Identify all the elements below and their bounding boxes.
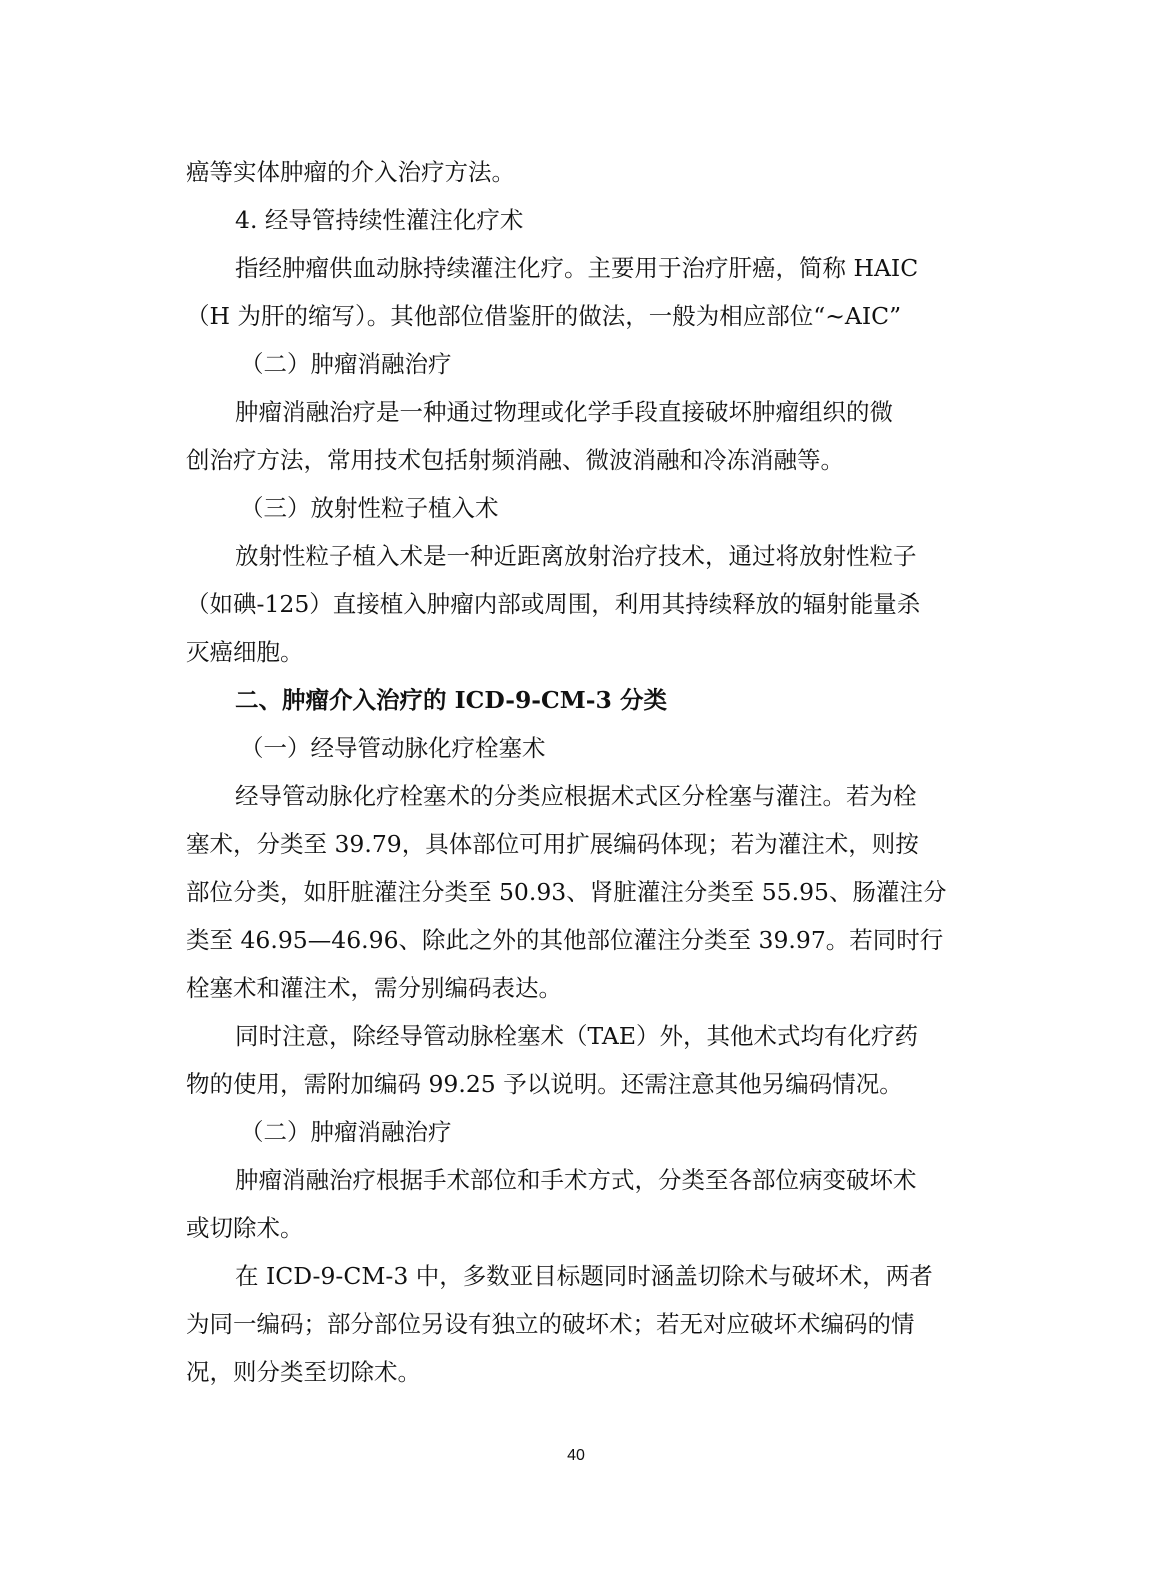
- paragraph-line: （如碘-125）直接植入肿瘤内部或周围，利用其持续释放的辐射能量杀: [186, 590, 921, 618]
- paragraph-line: 在 ICD-9-CM-3 中，多数亚目标题同时涵盖切除术与破坏术，两者: [235, 1262, 933, 1290]
- paragraph-line: 经导管动脉化疗栓塞术的分类应根据术式区分栓塞与灌注。若为栓: [235, 782, 917, 810]
- subsection-heading: 4. 经导管持续性灌注化疗术: [235, 206, 524, 234]
- paragraph-line: 创治疗方法，常用技术包括射频消融、微波消融和冷冻消融等。: [186, 446, 844, 474]
- paragraph-line: 为同一编码；部分部位另设有独立的破坏术；若无对应破坏术编码的情: [186, 1310, 915, 1338]
- subsection-heading: （二）肿瘤消融治疗: [240, 1118, 452, 1146]
- paragraph-line: 塞术，分类至 39.79，具体部位可用扩展编码体现；若为灌注术，则按: [186, 830, 919, 858]
- paragraph-line: 放射性粒子植入术是一种近距离放射治疗技术，通过将放射性粒子: [235, 542, 917, 570]
- paragraph-line: 癌等实体肿瘤的介入治疗方法。: [186, 158, 515, 186]
- paragraph-line: 或切除术。: [186, 1214, 304, 1242]
- section-heading: 二、肿瘤介入治疗的 ICD-9-CM-3 分类: [235, 686, 668, 714]
- subsection-heading: （三）放射性粒子植入术: [240, 494, 499, 522]
- paragraph-line: 灭癌细胞。: [186, 638, 304, 666]
- paragraph-line: 同时注意，除经导管动脉栓塞术（TAE）外，其他术式均有化疗药: [235, 1022, 919, 1050]
- paragraph-line: 栓塞术和灌注术，需分别编码表达。: [186, 974, 562, 1002]
- paragraph-line: 肿瘤消融治疗是一种通过物理或化学手段直接破坏肿瘤组织的微: [235, 398, 893, 426]
- paragraph-line: （H 为肝的缩写）。其他部位借鉴肝的做法，一般为相应部位“~AIC”: [186, 302, 902, 330]
- paragraph-line: 指经肿瘤供血动脉持续灌注化疗。主要用于治疗肝癌，简称 HAIC: [235, 254, 919, 282]
- subsection-heading: （一）经导管动脉化疗栓塞术: [240, 734, 546, 762]
- paragraph-line: 肿瘤消融治疗根据手术部位和手术方式，分类至各部位病变破坏术: [235, 1166, 917, 1194]
- paragraph-line: 况，则分类至切除术。: [186, 1358, 421, 1386]
- subsection-heading: （二）肿瘤消融治疗: [240, 350, 452, 378]
- paragraph-line: 物的使用，需附加编码 99.25 予以说明。还需注意其他另编码情况。: [186, 1070, 903, 1098]
- paragraph-line: 类至 46.95—46.96、除此之外的其他部位灌注分类至 39.97。若同时行: [186, 926, 944, 954]
- page-number: 40: [567, 1447, 585, 1464]
- paragraph-line: 部位分类，如肝脏灌注分类至 50.93、肾脏灌注分类至 55.95、肠灌注分: [186, 878, 946, 906]
